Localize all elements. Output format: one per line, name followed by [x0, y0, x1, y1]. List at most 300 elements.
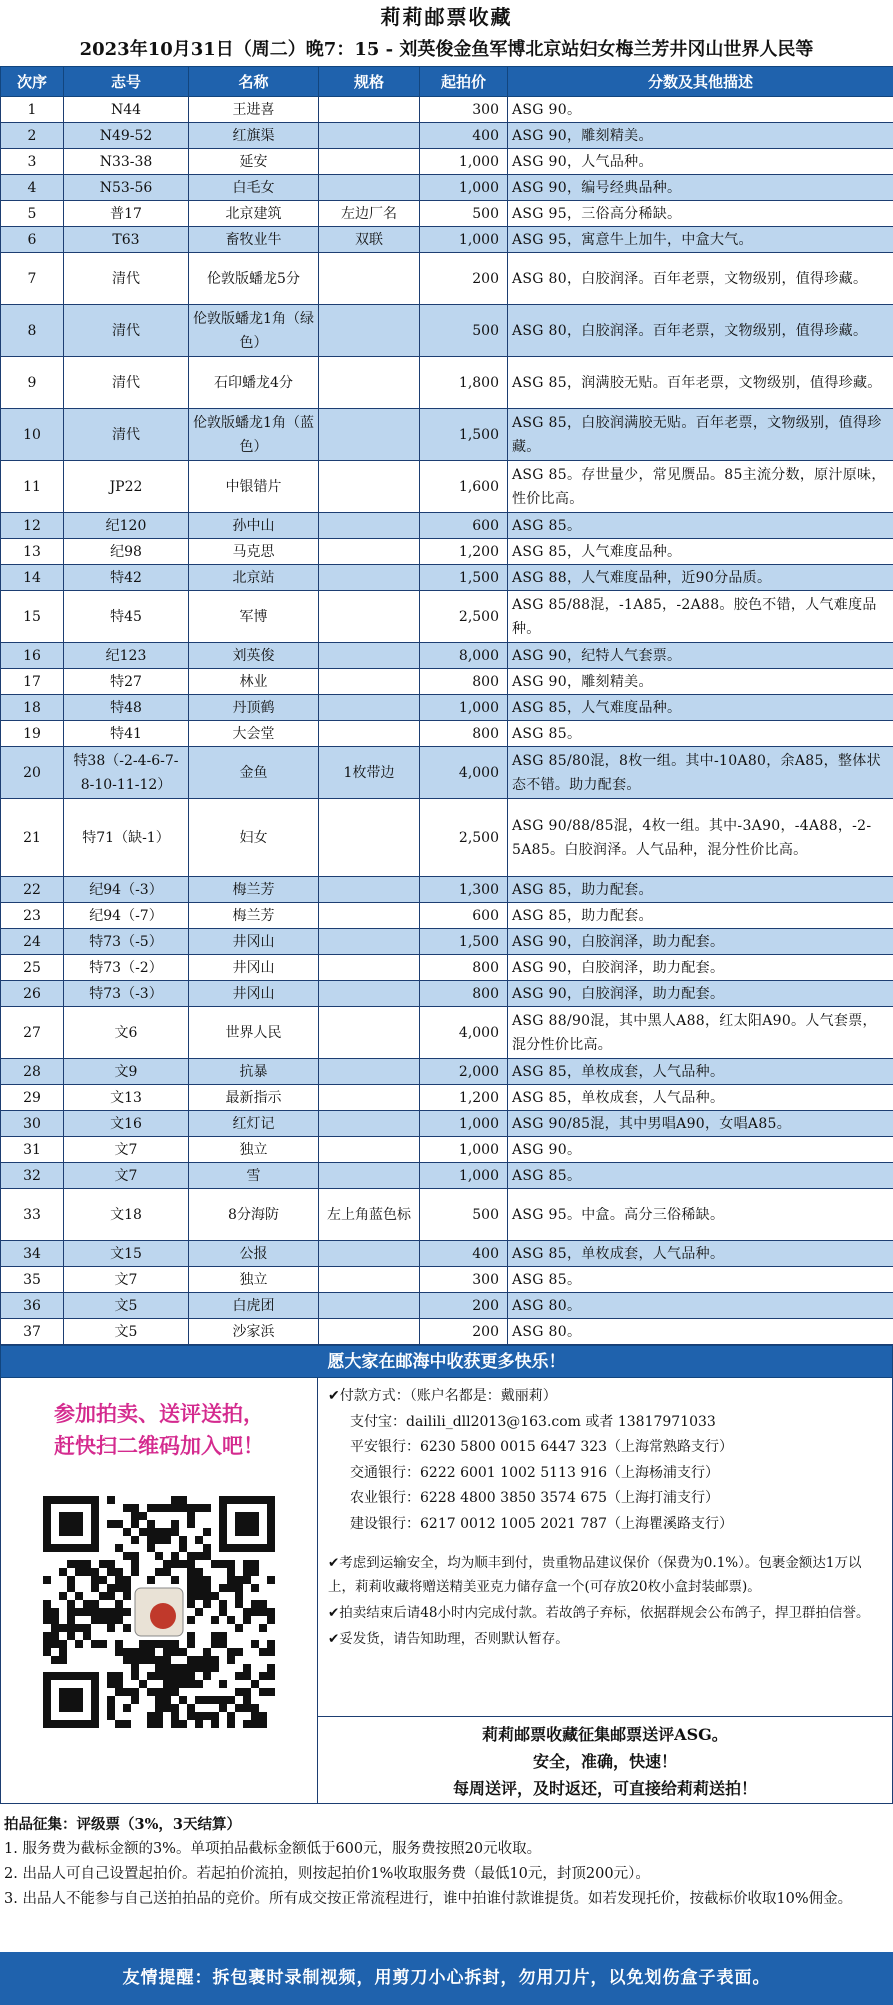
stamp-code: 纪123 — [64, 643, 189, 669]
stamp-code: 文7 — [64, 1137, 189, 1163]
column-header-name: 名称 — [189, 67, 319, 97]
table-row — [1, 1163, 893, 1189]
start-price: 400 — [420, 1241, 508, 1267]
note-payment-deadline: ✔拍卖结束后请48小时内完成付款。若故鸽子弃标，依据群规会公布鸽子，捍卫群拍信誉。 — [328, 1605, 870, 1621]
stamp-name: 红旗渠 — [189, 123, 319, 149]
start-price: 300 — [420, 97, 508, 123]
table-row — [1, 1241, 893, 1267]
stamp-name: 大会堂 — [189, 721, 319, 747]
start-price: 1,200 — [420, 1085, 508, 1111]
stamp-code: 清代 — [64, 409, 189, 461]
stamp-name: 畜牧业牛 — [189, 227, 319, 253]
stamp-name: 刘英俊 — [189, 643, 319, 669]
stamp-spec — [319, 1293, 420, 1319]
lot-number: 17 — [1, 669, 64, 695]
column-header-no: 次序 — [1, 67, 64, 97]
stamp-spec — [319, 123, 420, 149]
note-delivery: ✔妥发货，请告知助理，否则默认暂存。 — [328, 1631, 569, 1647]
payment-heading: ✔付款方式：（账户名都是：戴丽莉） — [328, 1388, 557, 1404]
stamp-spec — [319, 539, 420, 565]
stamp-code: 特73（-3） — [64, 981, 189, 1007]
lot-number: 30 — [1, 1111, 64, 1137]
rule-item: 3. 出品人不能参与自己送拍拍品的竞价。所有成交按正常流程进行，谁中拍谁付款谁提货。如若发现托价，按截标价收取10%佣金。 — [4, 1891, 853, 1907]
stamp-name: 井冈山 — [189, 981, 319, 1007]
stamp-name: 沙家浜 — [189, 1319, 319, 1345]
lot-number: 33 — [1, 1189, 64, 1241]
start-price: 400 — [420, 123, 508, 149]
stamp-name: 妇女 — [189, 799, 319, 877]
grade-description: ASG 85。 — [508, 1267, 893, 1293]
lot-number: 13 — [1, 539, 64, 565]
grade-description: ASG 85，助力配套。 — [508, 903, 893, 929]
stamp-spec — [319, 461, 420, 513]
grade-description: ASG 85，白胶润满胶无贴。百年老票，文物级别，值得珍藏。 — [508, 409, 893, 461]
stamp-spec — [319, 669, 420, 695]
grade-description: ASG 85，人气难度品种。 — [508, 539, 893, 565]
start-price: 200 — [420, 1293, 508, 1319]
consignment-rules — [0, 1804, 893, 1944]
column-header-code: 志号 — [64, 67, 189, 97]
column-header-desc: 分数及其他描述 — [508, 67, 893, 97]
grade-description: ASG 85，润满胶无贴。百年老票，文物级别，值得珍藏。 — [508, 357, 893, 409]
stamp-spec — [319, 513, 420, 539]
lot-number: 4 — [1, 175, 64, 201]
grade-description: ASG 90，雕刻精美。 — [508, 123, 893, 149]
lot-number: 6 — [1, 227, 64, 253]
grade-description: ASG 90。 — [508, 1137, 893, 1163]
stamp-name: 延安 — [189, 149, 319, 175]
stamp-code: 文13 — [64, 1085, 189, 1111]
grade-description: ASG 95，寓意牛上加牛，中盒大气。 — [508, 227, 893, 253]
grade-description: ASG 90。 — [508, 97, 893, 123]
start-price: 500 — [420, 305, 508, 357]
grade-description: ASG 85。 — [508, 1163, 893, 1189]
stamp-spec — [319, 1241, 420, 1267]
stamp-name: 伦敦版蟠龙5分 — [189, 253, 319, 305]
lot-number: 14 — [1, 565, 64, 591]
stamp-name: 孙中山 — [189, 513, 319, 539]
auction-subtitle: 2023年10月31日（周二）晚7：15 - 刘英俊金鱼军博北京站妇女梅兰芳井冈山世界人民等 — [79, 39, 814, 60]
lot-number: 19 — [1, 721, 64, 747]
table-row — [1, 175, 893, 201]
start-price: 1,600 — [420, 461, 508, 513]
table-row — [1, 123, 893, 149]
lot-number: 35 — [1, 1267, 64, 1293]
stamp-code: 清代 — [64, 305, 189, 357]
qr-code-graphic — [43, 1496, 275, 1728]
stamp-code: N53-56 — [64, 175, 189, 201]
stamp-name: 林业 — [189, 669, 319, 695]
stamp-name: 北京建筑 — [189, 201, 319, 227]
lot-number: 36 — [1, 1293, 64, 1319]
table-row — [1, 877, 893, 903]
stamp-spec — [319, 695, 420, 721]
stamp-code: 文18 — [64, 1189, 189, 1241]
stamp-spec — [319, 1007, 420, 1059]
stamp-spec — [319, 1137, 420, 1163]
stamp-code: JP22 — [64, 461, 189, 513]
lot-number: 8 — [1, 305, 64, 357]
service-slogan — [318, 1716, 892, 1803]
lot-number: 1 — [1, 97, 64, 123]
stamp-name: 梅兰芳 — [189, 877, 319, 903]
grade-description: ASG 95，三俗高分稀缺。 — [508, 201, 893, 227]
stamp-code: 纪94（-7） — [64, 903, 189, 929]
start-price: 1,800 — [420, 357, 508, 409]
stamp-code: 文7 — [64, 1267, 189, 1293]
stamp-name: 8分海防 — [189, 1189, 319, 1241]
column-header-spec: 规格 — [319, 67, 420, 97]
lot-number: 5 — [1, 201, 64, 227]
stamp-spec — [319, 1085, 420, 1111]
stamp-name: 丹顶鹤 — [189, 695, 319, 721]
stamp-spec: 双联 — [319, 227, 420, 253]
lot-number: 15 — [1, 591, 64, 643]
stamp-code: 文5 — [64, 1293, 189, 1319]
lot-number: 20 — [1, 747, 64, 799]
grade-description: ASG 80，白胶润泽。百年老票，文物级别，值得珍藏。 — [508, 305, 893, 357]
stamp-code: 特27 — [64, 669, 189, 695]
stamp-name: 北京站 — [189, 565, 319, 591]
stamp-code: 文15 — [64, 1241, 189, 1267]
table-row — [1, 409, 893, 461]
grade-description: ASG 95。中盒。高分三俗稀缺。 — [508, 1189, 893, 1241]
table-row — [1, 253, 893, 305]
grade-description: ASG 90，纪特人气套票。 — [508, 643, 893, 669]
stamp-code: N33-38 — [64, 149, 189, 175]
lot-number: 37 — [1, 1319, 64, 1345]
stamp-spec — [319, 1319, 420, 1345]
table-row — [1, 1267, 893, 1293]
lot-number: 28 — [1, 1059, 64, 1085]
alipay-label: 支付宝： — [350, 1413, 406, 1430]
stamp-name: 中银错片 — [189, 461, 319, 513]
table-row — [1, 1137, 893, 1163]
slogan-line-3: 每周送评，及时返还，可直接给莉莉送拍！ — [452, 1779, 757, 1798]
lot-number: 9 — [1, 357, 64, 409]
table-row — [1, 591, 893, 643]
lot-number: 25 — [1, 955, 64, 981]
start-price: 800 — [420, 721, 508, 747]
stamp-spec — [319, 799, 420, 877]
lot-number: 3 — [1, 149, 64, 175]
start-price: 2,500 — [420, 799, 508, 877]
table-row — [1, 97, 893, 123]
table-row — [1, 513, 893, 539]
start-price: 1,500 — [420, 929, 508, 955]
stamp-code: 特73（-2） — [64, 955, 189, 981]
grade-description: ASG 80。 — [508, 1293, 893, 1319]
lot-number: 12 — [1, 513, 64, 539]
stamp-spec — [319, 253, 420, 305]
stamp-name: 公报 — [189, 1241, 319, 1267]
lots-body — [1, 97, 893, 1345]
stamp-code: 清代 — [64, 253, 189, 305]
table-row — [1, 1189, 893, 1241]
stamp-spec: 左边厂名 — [319, 201, 420, 227]
stamp-code: 文16 — [64, 1111, 189, 1137]
stamp-code: 特71（缺-1） — [64, 799, 189, 877]
stamp-name: 军博 — [189, 591, 319, 643]
start-price: 1,000 — [420, 149, 508, 175]
table-row — [1, 305, 893, 357]
column-header-price: 起拍价 — [420, 67, 508, 97]
promo-panel — [1, 1378, 318, 1803]
rules-heading: 拍品征集：评级票（3%，3天结算） — [4, 1816, 241, 1833]
stamp-code: 特73（-5） — [64, 929, 189, 955]
start-price: 800 — [420, 669, 508, 695]
stamp-name: 伦敦版蟠龙1角（蓝色） — [189, 409, 319, 461]
stamp-code: N49-52 — [64, 123, 189, 149]
stamp-code: 特48 — [64, 695, 189, 721]
grade-description: ASG 90，白胶润泽，助力配套。 — [508, 929, 893, 955]
start-price: 8,000 — [420, 643, 508, 669]
stamp-spec — [319, 877, 420, 903]
lot-number: 24 — [1, 929, 64, 955]
lot-number: 34 — [1, 1241, 64, 1267]
page-title: 莉莉邮票收藏 — [380, 5, 513, 29]
stamp-spec — [319, 1111, 420, 1137]
table-row — [1, 1111, 893, 1137]
table-row — [1, 201, 893, 227]
table-row — [1, 669, 893, 695]
rule-item: 2. 出品人可自己设置起拍价。若起拍价流拍，则按起拍价1%收取服务费（最低10元，封顶200元）。 — [4, 1866, 650, 1882]
qr-code[interactable] — [43, 1496, 275, 1728]
table-row — [1, 747, 893, 799]
start-price: 1,000 — [420, 227, 508, 253]
grade-description: ASG 85，人气难度品种。 — [508, 695, 893, 721]
start-price: 1,000 — [420, 1111, 508, 1137]
start-price: 200 — [420, 1319, 508, 1345]
info-section — [0, 1378, 893, 1804]
stamp-code: 纪120 — [64, 513, 189, 539]
stamp-name: 世界人民 — [189, 1007, 319, 1059]
friendly-reminder: 友情提醒：拆包裹时录制视频，用剪刀小心拆封，勿用刀片，以免划伤盒子表面。 — [0, 1952, 893, 2005]
grade-description: ASG 85。存世量少，常见赝品。85主流分数，原汁原味，性价比高。 — [508, 461, 893, 513]
bank-line: 农业银行：6228 4800 3850 3574 675（上海打浦支行） — [350, 1490, 720, 1506]
start-price: 800 — [420, 981, 508, 1007]
stamp-name: 抗暴 — [189, 1059, 319, 1085]
grade-description: ASG 88，人气难度品种，近90分品质。 — [508, 565, 893, 591]
stamp-spec — [319, 409, 420, 461]
stamp-name: 白虎团 — [189, 1293, 319, 1319]
grade-description: ASG 90，人气品种。 — [508, 149, 893, 175]
lot-number: 32 — [1, 1163, 64, 1189]
stamp-code: 文6 — [64, 1007, 189, 1059]
stamp-spec — [319, 357, 420, 409]
table-row — [1, 461, 893, 513]
start-price: 1,000 — [420, 175, 508, 201]
stamp-name: 独立 — [189, 1137, 319, 1163]
table-row — [1, 1319, 893, 1345]
notes — [328, 1551, 882, 1651]
stamp-code: 普17 — [64, 201, 189, 227]
grade-description: ASG 85，单枚成套，人气品种。 — [508, 1059, 893, 1085]
stamp-code: 文7 — [64, 1163, 189, 1189]
grade-description: ASG 90/85混，其中男唱A90，女唱A85。 — [508, 1111, 893, 1137]
grade-description: ASG 80，白胶润泽。百年老票，文物级别，值得珍藏。 — [508, 253, 893, 305]
stamp-spec — [319, 721, 420, 747]
stamp-name: 金鱼 — [189, 747, 319, 799]
stamp-code: 清代 — [64, 357, 189, 409]
stamp-code: T63 — [64, 227, 189, 253]
stamp-spec — [319, 1059, 420, 1085]
stamp-name: 石印蟠龙4分 — [189, 357, 319, 409]
grade-description: ASG 80。 — [508, 1319, 893, 1345]
grade-description: ASG 90，雕刻精美。 — [508, 669, 893, 695]
grade-description: ASG 85，助力配套。 — [508, 877, 893, 903]
qr-center-avatar — [150, 1603, 176, 1629]
stamp-code: 特41 — [64, 721, 189, 747]
lot-number: 18 — [1, 695, 64, 721]
stamp-spec — [319, 591, 420, 643]
grade-description: ASG 90，白胶润泽，助力配套。 — [508, 955, 893, 981]
start-price: 1,500 — [420, 565, 508, 591]
alipay-value: dailili_dll2013@163.com 或者 13817971033 — [406, 1413, 716, 1430]
start-price: 2,500 — [420, 591, 508, 643]
start-price: 600 — [420, 903, 508, 929]
promo-line-2: 赶快扫二维码加入吧！ — [54, 1433, 264, 1458]
stamp-spec — [319, 903, 420, 929]
start-price: 1,000 — [420, 695, 508, 721]
table-row — [1, 357, 893, 409]
stamp-name: 雪 — [189, 1163, 319, 1189]
stamp-code: N44 — [64, 97, 189, 123]
stamp-name: 最新指示 — [189, 1085, 319, 1111]
start-price: 500 — [420, 201, 508, 227]
stamp-name: 井冈山 — [189, 955, 319, 981]
stamp-code: 特38（-2-4-6-7-8-10-11-12） — [64, 747, 189, 799]
stamp-spec — [319, 929, 420, 955]
stamp-name: 白毛女 — [189, 175, 319, 201]
table-row — [1, 227, 893, 253]
stamp-name: 红灯记 — [189, 1111, 319, 1137]
table-row — [1, 799, 893, 877]
start-price: 1,300 — [420, 877, 508, 903]
stamp-spec: 1枚带边 — [319, 747, 420, 799]
lot-number: 23 — [1, 903, 64, 929]
stamp-spec — [319, 1163, 420, 1189]
stamp-name: 马克思 — [189, 539, 319, 565]
lot-number: 7 — [1, 253, 64, 305]
stamp-code: 文5 — [64, 1319, 189, 1345]
payment-info — [318, 1378, 892, 1716]
stamp-spec: 左上角蓝色标 — [319, 1189, 420, 1241]
stamp-code: 特45 — [64, 591, 189, 643]
grade-description: ASG 85，单枚成套，人气品种。 — [508, 1085, 893, 1111]
slogan-line-2: 安全，准确，快速！ — [532, 1752, 677, 1771]
stamp-name: 井冈山 — [189, 929, 319, 955]
grade-description: ASG 85。 — [508, 513, 893, 539]
table-row — [1, 929, 893, 955]
stamp-spec — [319, 1267, 420, 1293]
slogan-line-1: 莉莉邮票收藏征集邮票送评ASG。 — [482, 1725, 728, 1744]
lot-number: 27 — [1, 1007, 64, 1059]
table-row — [1, 539, 893, 565]
table-row — [1, 955, 893, 981]
start-price: 4,000 — [420, 1007, 508, 1059]
lot-number: 11 — [1, 461, 64, 513]
start-price: 300 — [420, 1267, 508, 1293]
start-price: 800 — [420, 955, 508, 981]
lot-number: 29 — [1, 1085, 64, 1111]
lot-number: 26 — [1, 981, 64, 1007]
rule-item: 1. 服务费为截标金额的3%。单项拍品截标金额低于600元，服务费按照20元收取。 — [4, 1841, 542, 1857]
lot-number: 22 — [1, 877, 64, 903]
promo-line-1: 参加拍卖、送评送拍， — [54, 1401, 264, 1426]
stamp-name: 梅兰芳 — [189, 903, 319, 929]
stamp-spec — [319, 981, 420, 1007]
start-price: 1,000 — [420, 1163, 508, 1189]
start-price: 1,200 — [420, 539, 508, 565]
lot-number: 10 — [1, 409, 64, 461]
start-price: 200 — [420, 253, 508, 305]
alipay-line — [328, 1410, 882, 1436]
table-row — [1, 1293, 893, 1319]
stamp-code: 纪98 — [64, 539, 189, 565]
stamp-code: 特42 — [64, 565, 189, 591]
start-price: 500 — [420, 1189, 508, 1241]
table-row — [1, 903, 893, 929]
payment-panel — [318, 1378, 892, 1803]
stamp-spec — [319, 175, 420, 201]
table-row — [1, 721, 893, 747]
bank-line: 交通银行：6222 6001 1002 5113 916（上海杨浦支行） — [350, 1464, 720, 1481]
stamp-spec — [319, 565, 420, 591]
grade-description: ASG 88/90混，其中黑人A88，红太阳A90。人气套票，混分性价比高。 — [508, 1007, 893, 1059]
table-header-row — [1, 67, 893, 97]
lot-number: 21 — [1, 799, 64, 877]
stamp-name: 独立 — [189, 1267, 319, 1293]
stamp-spec — [319, 97, 420, 123]
grade-description: ASG 85/88混，-1A85，-2A88。胶色不错，人气难度品种。 — [508, 591, 893, 643]
stamp-spec — [319, 305, 420, 357]
lots-table — [0, 66, 893, 1345]
start-price: 1,500 — [420, 409, 508, 461]
happy-banner: 愿大家在邮海中收获更多快乐！ — [0, 1345, 893, 1378]
stamp-name: 王进喜 — [189, 97, 319, 123]
start-price: 2,000 — [420, 1059, 508, 1085]
start-price: 4,000 — [420, 747, 508, 799]
lot-number: 31 — [1, 1137, 64, 1163]
grade-description: ASG 85。 — [508, 721, 893, 747]
grade-description: ASG 85，单枚成套，人气品种。 — [508, 1241, 893, 1267]
grade-description: ASG 90，白胶润泽，助力配套。 — [508, 981, 893, 1007]
table-row — [1, 149, 893, 175]
stamp-code: 纪94（-3） — [64, 877, 189, 903]
stamp-name: 伦敦版蟠龙1角（绿色） — [189, 305, 319, 357]
stamp-spec — [319, 955, 420, 981]
grade-description: ASG 85/80混，8枚一组。其中-10A80，余A85，整体状态不错。助力配套。 — [508, 747, 893, 799]
table-row — [1, 643, 893, 669]
table-row — [1, 695, 893, 721]
start-price: 1,000 — [420, 1137, 508, 1163]
note-shipping: ✔考虑到运输安全，均为顺丰到付，贵重物品建议保价（保费为0.1%）。包裹金额达1万以上，莉莉收藏将赠送精美亚克力储存盒一个(可存放20枚小盒封装邮票)。 — [328, 1555, 862, 1595]
lot-number: 2 — [1, 123, 64, 149]
lot-number: 16 — [1, 643, 64, 669]
bank-line: 建设银行：6217 0012 1005 2021 787（上海瞿溪路支行） — [350, 1515, 734, 1532]
grade-description: ASG 90/88/85混，4枚一组。其中-3A90，-4A88，-2-5A85。白胶润泽。人气品种，混分性价比高。 — [508, 799, 893, 877]
table-row — [1, 565, 893, 591]
table-row — [1, 1085, 893, 1111]
stamp-spec — [319, 643, 420, 669]
bank-line: 平安银行：6230 5800 0015 6447 323（上海常熟路支行） — [350, 1439, 734, 1455]
grade-description: ASG 90，编号经典品种。 — [508, 175, 893, 201]
stamp-spec — [319, 149, 420, 175]
table-row — [1, 981, 893, 1007]
table-row — [1, 1059, 893, 1085]
stamp-code: 文9 — [64, 1059, 189, 1085]
